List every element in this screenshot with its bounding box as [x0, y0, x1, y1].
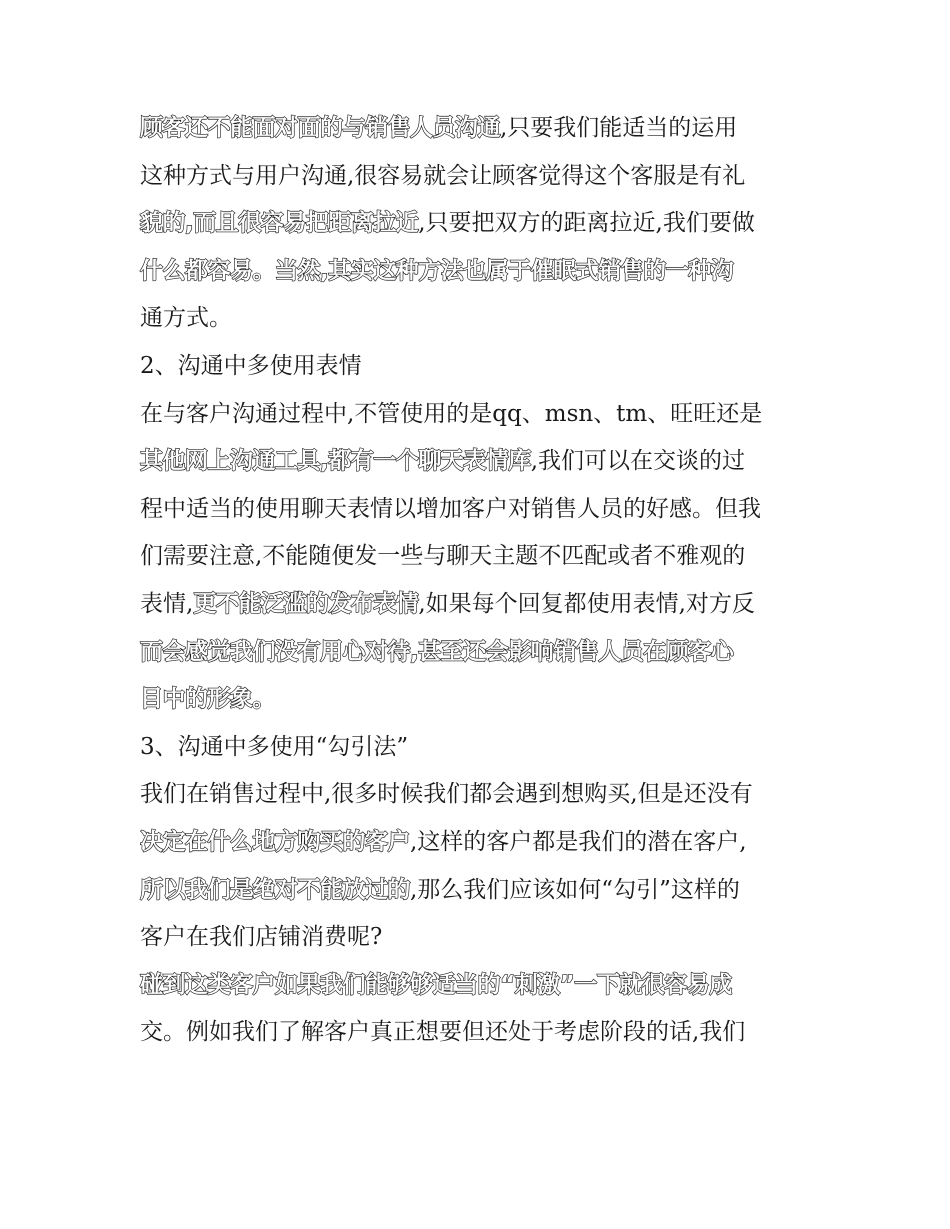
outlined-text-run: 其他网上沟通工具,都有一个聊天表情库: [140, 448, 531, 475]
outlined-text-run: 更不能泛滥的发布表情: [193, 590, 419, 617]
outlined-text-run: 什么都容易。当然,其实这种方法也属于催眠式销售的一种沟: [140, 257, 734, 284]
text-run: 这种方式与用户沟通,很容易就会让顾客觉得这个客服是有礼: [140, 162, 746, 189]
text-run: ,我们可以在交谈的过: [530, 448, 746, 475]
text-line: [140, 676, 820, 724]
text-line: [140, 486, 820, 534]
text-run: 在与客户沟通过程中,不管使用的是qq、msn、tm、旺旺还是: [140, 400, 763, 427]
text-run: 程中适当的使用聊天表情以增加客户对销售人员的好感。但我: [140, 495, 761, 522]
text-line: [140, 629, 820, 677]
text-run: ,只要把双方的距离拉近,我们要做: [418, 210, 755, 237]
text-run: 2、沟通中多使用表情: [140, 352, 362, 379]
outlined-text-run: 顾客还不能面对面的与销售人员沟通: [140, 115, 500, 141]
text-line: [140, 771, 820, 819]
text-run: 表情,: [140, 590, 194, 617]
text-line: [140, 867, 820, 915]
text-line: [140, 962, 820, 1010]
text-run: ,那么我们应该如何“勾引”这样的: [410, 876, 740, 903]
text-line: [140, 914, 820, 962]
text-run: ,只要我们能适当的运用: [500, 115, 738, 141]
text-line: [140, 724, 820, 772]
outlined-text-run: 所以我们是绝对不能放过的: [140, 876, 410, 903]
text-line: [140, 391, 820, 439]
text-line: [140, 1009, 820, 1057]
text-line: [140, 438, 820, 486]
outlined-text-run: 而会感觉我们没有用心对待,甚至还会影响销售人员在顾客心: [140, 638, 734, 665]
outlined-text-run: 目中的形象。: [140, 686, 275, 713]
text-line: [140, 533, 820, 581]
body-text: [140, 105, 820, 1057]
text-run: 3、沟通中多使用“勾引法”: [140, 733, 409, 760]
text-run: ,这样的客户都是我们的潜在客户,: [410, 828, 747, 855]
text-line: [140, 581, 820, 629]
text-run: 们需要注意,不能随便发一些与聊天主题不匹配或者不雅观的: [140, 543, 746, 570]
text-run: 客户在我们店铺消费呢?: [140, 924, 383, 951]
text-run: 我们在销售过程中,很多时候我们都会遇到想购买,但是还没有: [140, 781, 753, 808]
text-line: [140, 153, 820, 201]
text-line: [140, 105, 820, 153]
outlined-text-run: 碰到这类客户如果我们能够够适当的“刺激”一下就很容易成: [140, 971, 732, 998]
text-run: ,如果每个回复都使用表情,对方反: [418, 590, 755, 617]
text-run: 通方式。: [140, 305, 232, 332]
text-line: [140, 343, 820, 391]
text-run: 交。例如我们了解客户真正想要但还处于考虑阶段的话,我们: [140, 1019, 746, 1046]
text-line: [140, 248, 820, 296]
outlined-text-run: 决定在什么地方购买的客户: [140, 828, 410, 855]
text-line: [140, 200, 820, 248]
outlined-text-run: 貌的,而且很容易把距离拉近: [140, 210, 419, 237]
text-line: [140, 295, 820, 343]
text-line: [140, 819, 820, 867]
